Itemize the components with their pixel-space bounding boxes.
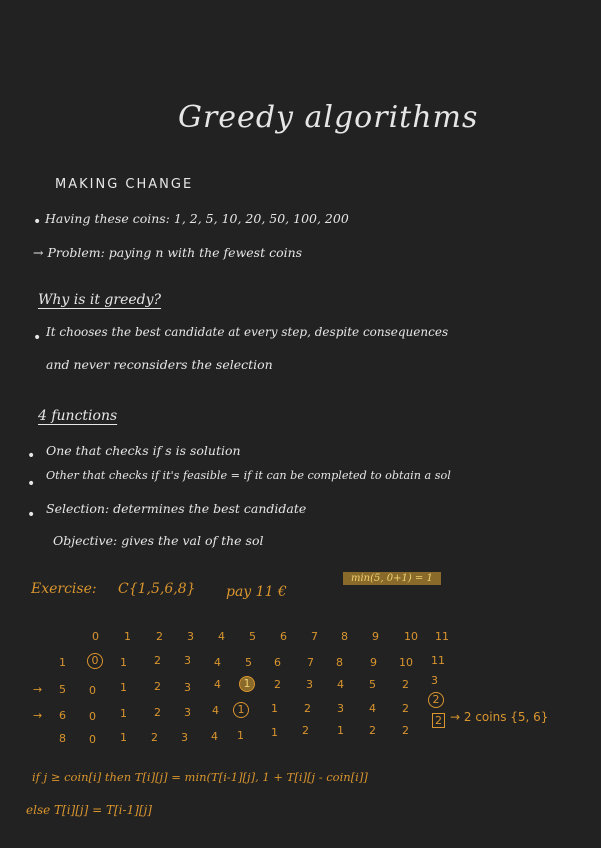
table-cell: 1 [337,724,344,737]
table-cell: 2 [402,702,409,715]
greedy-line-2: and never reconsiders the selection [46,357,273,372]
table-cell: 2 [151,731,158,744]
table-cell: 2 [402,678,409,691]
header-cell: 1 [124,630,131,643]
table-cell: 2 [402,724,409,737]
exercise-label: Exercise: [31,581,97,597]
page-title: Greedy algorithms [178,100,479,135]
table-cell: 3 [431,674,438,687]
exercise-set: C{1,5,6,8} [118,581,196,597]
table-cell: 4 [337,678,344,691]
header-cell: 3 [187,630,194,643]
table-cell: 0 [89,733,96,746]
table-cell: 3 [184,706,191,719]
table-cell: 1 [120,656,127,669]
exercise-pay: pay 11 € [226,584,287,600]
table-cell: 9 [370,656,377,669]
table-cell: 2 [154,654,161,667]
row-label: 5 [59,683,66,696]
table-cell: 1 [233,702,249,718]
bullet-dot: • [27,476,36,492]
bullet-dot: • [27,448,36,464]
table-cell: 2 [304,702,311,715]
table-cell: 2 [369,724,376,737]
table-cell: 5 [245,656,252,669]
table-cell: 0 [89,710,96,723]
table-cell: 5 [369,678,376,691]
table-cell: 1 [120,707,127,720]
table-cell: 3 [181,731,188,744]
table-cell: 2 [274,678,281,691]
header-cell: 5 [249,630,256,643]
row-arrow: → [33,709,43,722]
header-cell: 10 [404,630,418,643]
table-cell: 4 [212,704,219,717]
table-cell: 3 [184,681,191,694]
bullet-dot: • [27,507,36,523]
formula-line-1: if j ≥ coin[i] then T[i][j] = min(T[i-1][j], 1 + T[i][j - coin[i]] [32,770,368,784]
highlight-note: min(5, 0+1) = 1 [343,572,441,585]
table-cell: 2 [302,724,309,737]
problem-line: → Problem: paying n with the fewest coins [33,245,303,260]
header-cell: 9 [372,630,379,643]
table-cell: 8 [336,656,343,669]
table-cell: 1 [120,731,127,744]
header-cell: 11 [435,630,449,643]
table-cell: 3 [337,702,344,715]
function-item-4: Objective: gives the val of the sol [53,533,264,548]
table-cell: 2 [154,706,161,719]
why-greedy-heading: Why is it greedy? [38,292,162,308]
table-cell: 2 [432,713,445,728]
header-cell: 4 [218,630,225,643]
table-cell: 1 [120,681,127,694]
table-cell: 7 [307,656,314,669]
table-cell: 10 [399,656,413,669]
making-change-heading: MAKING CHANGE [55,177,194,192]
table-cell: 4 [214,678,221,691]
table-cell: 1 [237,729,244,742]
row-label: 1 [59,656,66,669]
greedy-line-1: It chooses the best candidate at every step, despite consequences [46,325,449,339]
table-cell: 2 [428,692,444,708]
table-cell: 3 [306,678,313,691]
table-cell: 1 [239,676,255,692]
table-cell: 4 [211,730,218,743]
table-cell: 11 [431,654,445,667]
table-cell: 3 [184,654,191,667]
table-cell: 4 [214,656,221,669]
table-cell: 1 [271,726,278,739]
header-cell: 8 [341,630,348,643]
bullet-dot: • [33,330,42,346]
table-cell: 6 [274,656,281,669]
function-item-3: Selection: determines the best candidate [46,501,307,516]
function-item-2: Other that checks if it's feasible = if it can be completed to obtain a sol [46,469,451,482]
function-item-1: One that checks if s is solution [46,443,241,458]
header-cell: 2 [156,630,163,643]
table-cell: 0 [87,653,103,669]
formula-line-2: else T[i][j] = T[i-1][j] [26,803,152,817]
header-cell: 0 [92,630,99,643]
bullet-dot: • [33,214,42,230]
table-cell: 2 [154,680,161,693]
header-cell: 6 [280,630,287,643]
row-arrow: → [33,683,43,696]
table-cell: 0 [89,684,96,697]
row-label: 8 [59,732,66,745]
table-cell: 4 [369,702,376,715]
header-cell: 7 [311,630,318,643]
row-label: 6 [59,709,66,722]
result-note: → 2 coins {5, 6} [450,710,549,724]
coins-line: Having these coins: 1, 2, 5, 10, 20, 50, 100, 200 [45,211,349,226]
functions-heading: 4 functions [38,408,118,424]
table-cell: 1 [271,702,278,715]
